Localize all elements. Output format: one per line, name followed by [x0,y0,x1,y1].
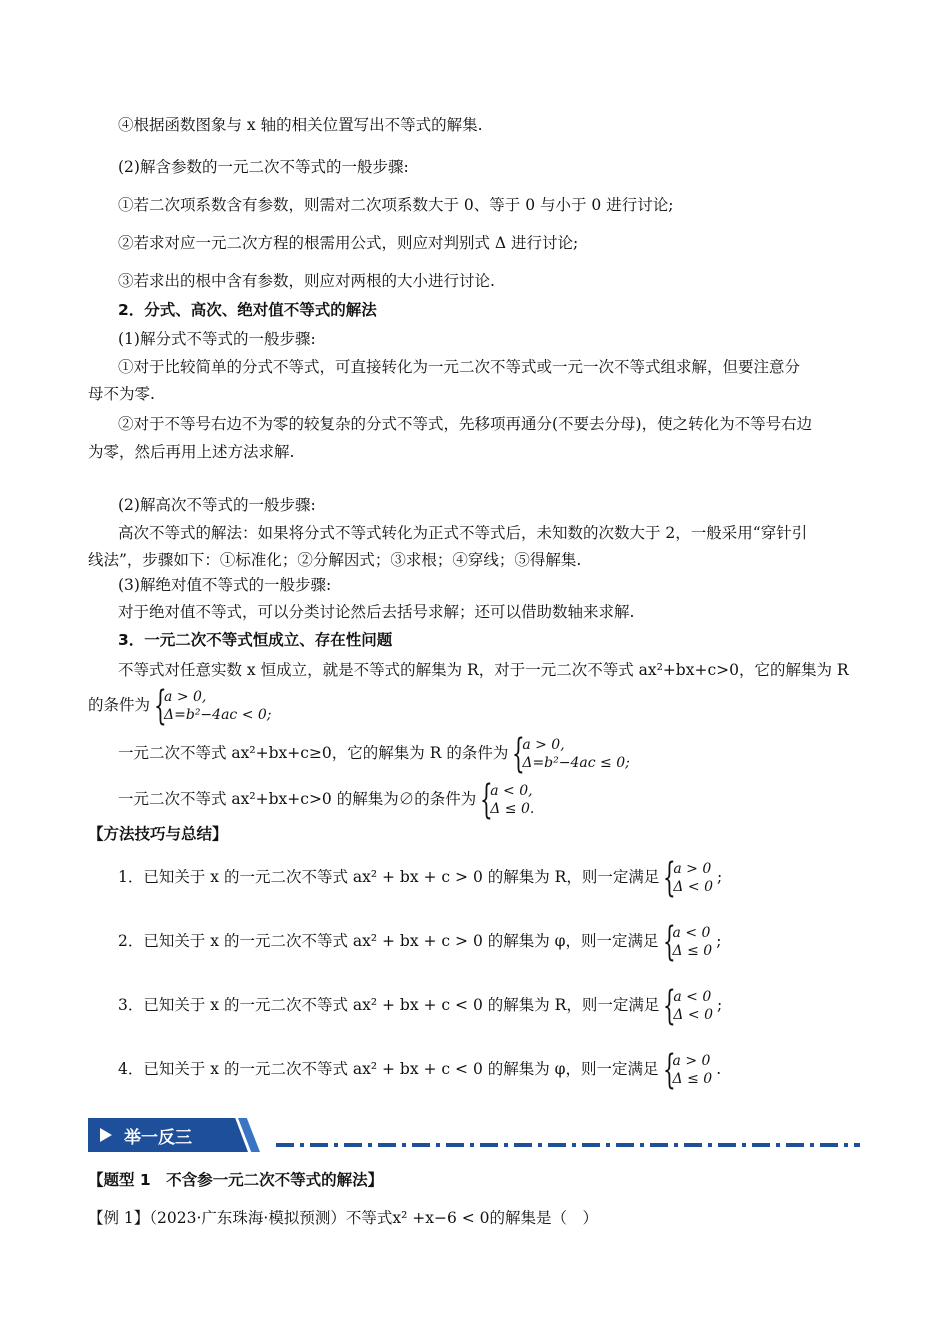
condition-line-2: 一元二次不等式 ax²+bx+c≥0，它的解集为 R 的条件为 { a > 0, Δ=b²−4ac ≤ 0; [118,731,630,777]
high-order-heading: (2)解高次不等式的一般步骤: [118,496,316,514]
condition-line-1: 的条件为 { a > 0, Δ=b²−4ac < 0; [88,683,272,729]
abs-heading: (3)解绝对值不等式的一般步骤: [118,576,332,594]
high-order-text: 高次不等式的解法：如果将分式不等式转化为正式不等式后，未知数的次数大于 2，一般采用“穿针引 [118,524,808,542]
high-order-text-cont: 线法”，步骤如下：①标准化；②分解因式；③求根；④穿线；⑤得解集. [88,551,582,569]
fraction-steps-heading: (1)解分式不等式的一般步骤: [118,330,316,348]
banner-label: 举一反三 [124,1128,192,1148]
param-step-3: ③若求出的根中含有参数，则应对两根的大小进行讨论. [118,272,495,290]
summary-title: 【方法技巧与总结】 [88,825,228,843]
dashed-divider [276,1143,860,1147]
fraction-step-1: ①对于比较简单的分式不等式，可直接转化为一元二次不等式或一元一次不等式组求解，但要注意分 [118,358,801,376]
param-step-2: ②若求对应一元二次方程的根需用公式，则应对判别式 Δ 进行讨论; [118,234,579,252]
type-1-heading: 【题型 1 不含参一元二次不等式的解法】 [88,1171,384,1189]
condition-line-3: 一元二次不等式 ax²+bx+c>0 的解集为∅的条件为 { a < 0, Δ ≤ 0. [118,777,535,823]
play-arrow-icon [100,1128,112,1142]
condition-system-3: { a < 0, Δ ≤ 0. [480,777,535,823]
step-4-text: ④根据函数图象与 x 轴的相关位置写出不等式的解集. [118,116,483,134]
summary-item-3: 3．已知关于 x 的一元二次不等式 ax² + bx + c < 0 的解集为 R，则一定满足 { a < 0 Δ < 0 ; [118,983,723,1029]
summary-item-4: 4．已知关于 x 的一元二次不等式 ax² + bx + c < 0 的解集为 φ，则一定满足 { a > 0 Δ ≤ 0 . [118,1047,722,1093]
example-1: 【例 1】（2023·广东珠海·模拟预测）不等式x² +x−6 < 0的解集是（ ） [88,1209,599,1227]
section-3-heading: 3．一元二次不等式恒成立、存在性问题 [118,631,393,649]
fraction-step-2: ②对于不等号右边不为零的较复杂的分式不等式，先移项再通分(不要去分母)，使之转化为不等号右边 [118,415,813,433]
summary-item-2: 2．已知关于 x 的一元二次不等式 ax² + bx + c > 0 的解集为 φ，则一定满足 { a < 0 Δ ≤ 0 ; [118,919,722,965]
condition-system-2: { a > 0, Δ=b²−4ac ≤ 0; [512,731,630,777]
param-steps-heading: (2)解含参数的一元二次不等式的一般步骤: [118,158,409,176]
section-2-heading: 2．分式、高次、绝对值不等式的解法 [118,301,377,319]
abs-text: 对于绝对值不等式，可以分类讨论然后去括号求解；还可以借助数轴来求解. [118,603,635,621]
section-banner [88,1118,264,1152]
summary-item-1: 1．已知关于 x 的一元二次不等式 ax² + bx + c > 0 的解集为 R，则一定满足 { a > 0 Δ < 0 ; [118,855,723,901]
condition-system-1: { a > 0, Δ=b²−4ac < 0; [154,683,272,729]
param-step-1: ①若二次项系数含有参数，则需对二次项系数大于 0、等于 0 与小于 0 进行讨论; [118,196,674,214]
always-true-text: 不等式对任意实数 x 恒成立，就是不等式的解集为 R，对于一元二次不等式 ax²+bx+c>0，它的解集为 R [118,661,849,679]
fraction-step-2-cont: 为零，然后再用上述方法求解. [88,443,295,461]
fraction-step-1-cont: 母不为零. [88,385,155,403]
